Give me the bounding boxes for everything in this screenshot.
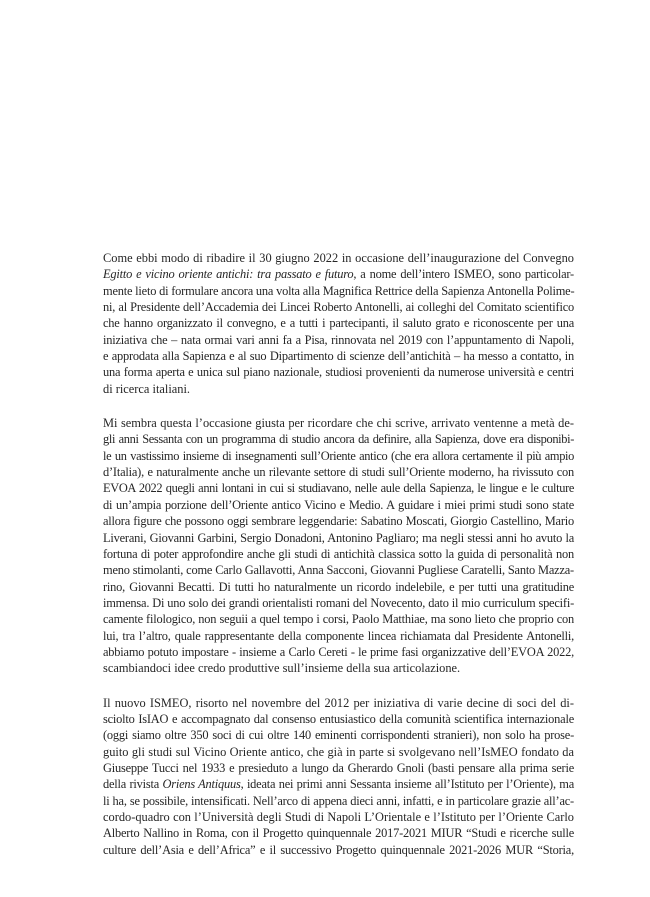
text-line: che hanno organizzato il convegno, e a tutti i partecipanti, il saluto grato e riconoscente per una xyxy=(103,316,574,331)
text-line: EVOA 2022 quegli anni lontani in cui si studiavano, nelle aule della Sapienza, le lingue e le culture xyxy=(103,481,574,496)
paragraph-2 xyxy=(84,415,574,677)
text-line: di ricerca italiani. xyxy=(103,381,191,396)
paragraph-3 xyxy=(84,695,574,858)
text-line: ni, al Presidente dell’Accademia dei Lincei Roberto Antonelli, ai colleghi del Comitato scientifico xyxy=(103,300,574,315)
text-line: Alberto Nallino in Roma, con il Progetto quinquennale 2017-2021 MIUR “Studi e ricerche sulle xyxy=(103,826,574,841)
text-line: scambiandoci idee credo produttive sull’insieme della sua articolazione. xyxy=(103,661,461,676)
text-line: lui, tra l’altro, quale rappresentante della componente lincea richiamata dal Presidente Antonelli, xyxy=(103,628,574,643)
text-line: (oggi siamo oltre 350 soci di cui oltre 140 eminenti corrispondenti stranieri), non solo ha prose- xyxy=(103,728,574,743)
text-line: e approdata alla Sapienza e al suo Dipartimento di scienze dell’antichità – ha messo a contatto, in xyxy=(103,349,574,364)
text-line: iniziativa che – nata ormai vari anni fa a Pisa, rinnovata nel 2019 con l’appuntamento di Napoli, xyxy=(103,332,574,347)
text-line: cordo-quadro con l’Università degli Studi di Napoli L’Orientale e l’Istituto per l’Oriente Carlo xyxy=(103,810,574,824)
text-line: gli anni Sessanta con un programma di studio ancora da definire, alla Sapienza, dove era disponibi- xyxy=(103,432,574,447)
body-text xyxy=(84,250,574,858)
text-line-with-italic-title: della rivista Oriens Antiquus, ideata nei primi anni Sessanta insieme all’Istituto per l’Oriente), ma xyxy=(103,777,574,792)
italic-journal-title: Oriens Antiquus xyxy=(162,777,241,792)
text-line: immensa. Di uno solo dei grandi orientalisti romani del Novecento, dato il mio curriculum specifi- xyxy=(103,595,574,610)
text-line: sciolto IsIAO e accompagnato dal consenso entusiastico della comunità scientifica internazionale xyxy=(103,711,574,726)
text-line-with-italic-title: Egitto e vicino oriente antichi: tra passato e futuro, a nome dell’intero ISMEO, sono particolar- xyxy=(103,267,574,282)
italic-title: Egitto e vicino oriente antichi: tra passato e futuro xyxy=(103,267,354,282)
paragraph-1 xyxy=(84,250,574,397)
text-line: mente lieto di formulare ancora una volta alla Magnifica Rettrice della Sapienza Antonella Polime- xyxy=(103,283,575,298)
text-line: Come ebbi modo di ribadire il 30 giugno 2022 in occasione dell’inaugurazione del Convegno xyxy=(103,251,574,265)
text-line: camente filologico, non seguii a quel tempo i corsi, Paolo Matthiae, ma sono lieto che proprio con xyxy=(103,612,574,627)
text-line: Il nuovo ISMEO, risorto nel novembre del 2012 per iniziativa di varie decine di soci del di- xyxy=(103,695,574,710)
text-line: d’Italia), e naturalmente anche un rilevante settore di studi sull’Oriente moderno, ha rivissuto con xyxy=(103,465,574,480)
text-line: una forma aperta e unica sul piano nazionale, studiosi provenienti da numerose università e centri xyxy=(103,365,574,380)
text-line: abbiamo potuto impostare - insieme a Carlo Cereti - le prime fasi organizzative dell’EVOA 2022, xyxy=(103,644,574,659)
text-line: fortuna di poter approfondire anche gli studi di antichità classica sotto la guida di personalità non xyxy=(103,546,574,561)
text-line: culture dell’Asia e dell’Africa” e il successivo Progetto quinquennale 2021-2026 MUR “Storia, xyxy=(103,842,574,857)
text-line: Liverani, Giovanni Garbini, Sergio Donadoni, Antonino Pagliaro; ma negli stessi anni ho avuto la xyxy=(103,530,574,545)
text-line: li ha, se possibile, intensificati. Nell’arco di appena dieci anni, infatti, e in particolare grazie all’ac- xyxy=(103,793,574,808)
text-line: Mi sembra questa l’occasione giusta per ricordare che chi scrive, arrivato ventenne a metà de- xyxy=(103,416,574,431)
text-line: guito gli studi sul Vicino Oriente antico, che già in parte si svolgevano nell’IsMEO fondato da xyxy=(103,744,574,759)
text-line: allora figure che possono oggi sembrare leggendarie: Sabatino Moscati, Giorgio Castellino, Mario xyxy=(103,514,574,529)
text-line: di un’ampia porzione dell’Oriente antico Vicino e Medio. A guidare i miei primi studi sono state xyxy=(103,497,574,512)
text-line: meno stimolanti, come Carlo Gallavotti, Anna Sacconi, Giovanni Pugliese Caratelli, Santo Mazza- xyxy=(103,563,574,578)
text-line: Giuseppe Tucci nel 1933 e presieduto a lungo da Gherardo Gnoli (basti pensare alla prima serie xyxy=(103,760,574,775)
text-line: le un vastissimo insieme di insegnamenti sull’Oriente antico (che era allora certamente il più ampio xyxy=(103,448,574,463)
text-line: rino, Giovanni Becatti. Di tutti ho naturalmente un ricordo indelebile, e per tutti una gratitudine xyxy=(103,579,574,594)
